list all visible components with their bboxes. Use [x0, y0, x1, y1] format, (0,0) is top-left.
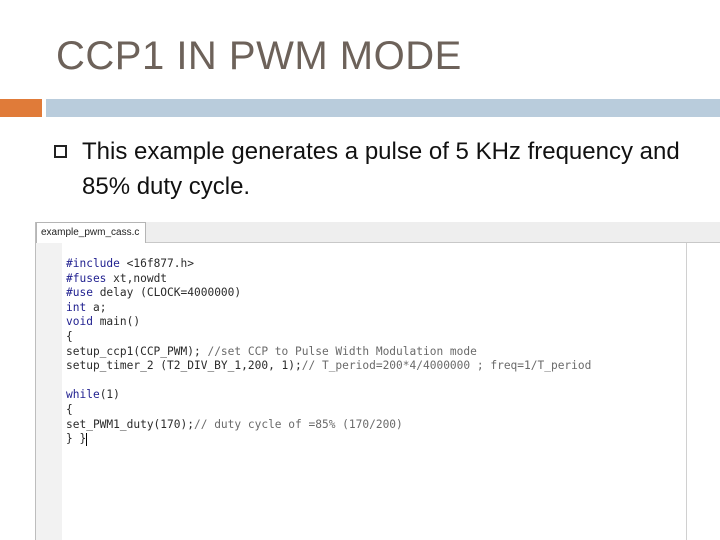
code-keyword: #fuses	[66, 271, 107, 285]
code-line-13	[66, 432, 591, 447]
code-text: delay (CLOCK=4000000)	[92, 286, 242, 300]
tab-example-pwm-cass[interactable]: example_pwm_cass.c	[36, 222, 146, 243]
source-code	[66, 257, 591, 447]
code-line-8	[66, 359, 591, 374]
accent-bar-blue	[46, 99, 720, 117]
code-comment: //set CCP to Pulse Width Modulation mode	[207, 344, 477, 358]
editor-tab-strip	[36, 222, 720, 243]
slide-title: CCP1 IN PWM MODE	[56, 34, 462, 78]
code-line-3	[66, 286, 591, 301]
code-keyword: #use	[66, 286, 93, 300]
code-line-6: {	[66, 329, 73, 343]
editor-right-pane	[687, 243, 720, 540]
code-text: <16f877.h>	[119, 257, 194, 270]
code-text: setup_timer_2 (T2_DIV_BY_1,200, 1);	[66, 359, 302, 373]
code-comment: // T_period=200*4/4000000 ; freq=1/T_period	[301, 359, 592, 373]
accent-bar-orange	[0, 99, 42, 117]
code-line-7	[66, 345, 591, 360]
code-keyword: while	[66, 388, 100, 402]
code-line-10	[66, 388, 591, 403]
code-text: a;	[86, 300, 107, 314]
code-keyword: #include	[66, 257, 120, 270]
code-editor-screenshot	[35, 222, 720, 540]
code-line-1	[66, 257, 591, 272]
code-comment: // duty cycle of =85% (170/200)	[193, 417, 403, 431]
code-text: set_PWM1_duty(170);	[66, 417, 194, 431]
code-line-12	[66, 418, 591, 433]
code-line-11: {	[66, 402, 73, 416]
code-line-5	[66, 315, 591, 330]
code-text: (1)	[99, 388, 120, 402]
hollow-square-bullet-icon	[54, 145, 67, 158]
code-text: main()	[92, 315, 141, 329]
code-line-2	[66, 272, 591, 287]
text-cursor	[86, 433, 87, 446]
code-line-9	[66, 374, 591, 389]
code-text: setup_ccp1(CCP_PWM);	[66, 344, 208, 358]
bullet-text: This example generates a pulse of 5 KHz frequency and 85% duty cycle.	[82, 138, 680, 200]
line-number-gutter	[36, 243, 62, 540]
code-text: xt,nowdt	[106, 271, 168, 285]
code-keyword: void	[66, 315, 93, 329]
code-text: } }	[66, 432, 87, 446]
code-line-4	[66, 301, 591, 316]
code-keyword: int	[66, 300, 87, 314]
